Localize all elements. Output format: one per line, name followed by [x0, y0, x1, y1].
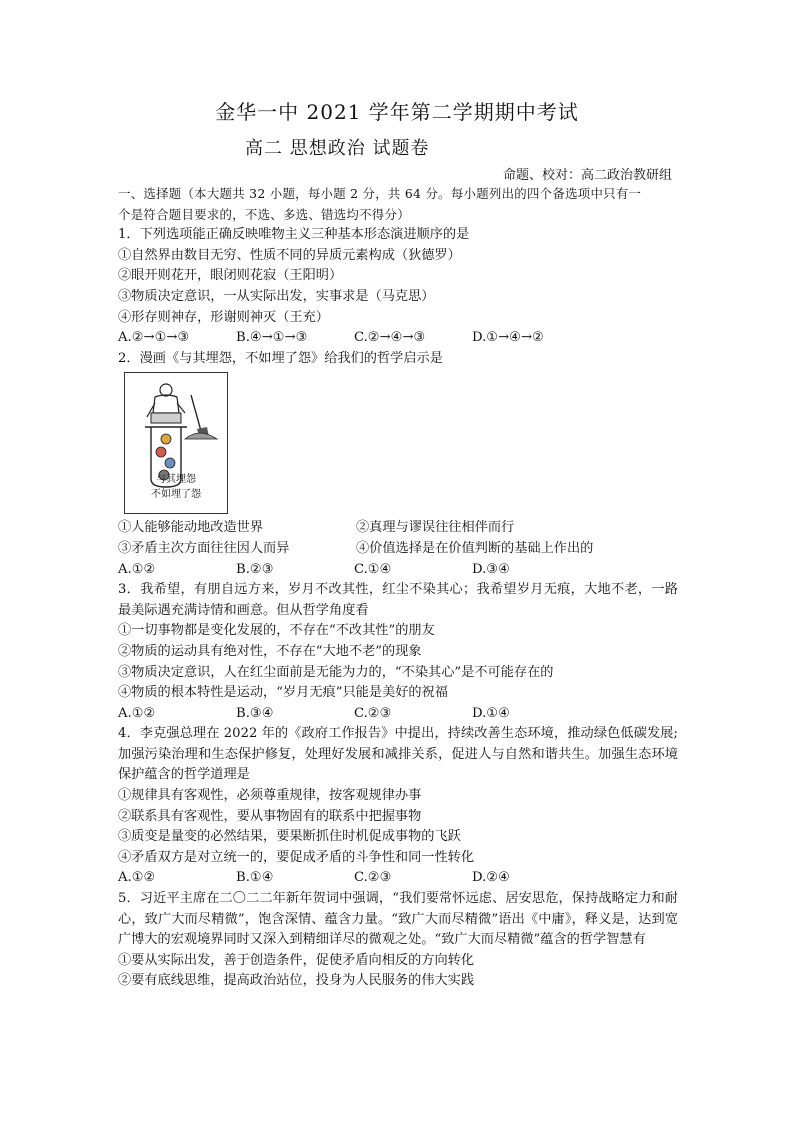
answer-options — [118, 868, 678, 889]
question-item: ②物质的运动具有绝对性，不存在“大地不老”的现象 — [118, 643, 422, 659]
question-item: ①规律具有客观性，必须尊重规律，按客观规律办事 — [118, 788, 422, 804]
items-row — [118, 518, 678, 539]
question-item: ③物质决定意识，一从实际出发，实事求是（马克思） — [118, 288, 435, 304]
items-row — [118, 539, 678, 560]
question-stem: 2．漫画《与其埋怨，不如埋了怨》给我们的哲学启示是 — [118, 350, 443, 366]
option-b: B.①④ — [236, 870, 274, 886]
option-a: A.①② — [118, 561, 156, 577]
question-1 — [118, 225, 678, 349]
answer-options — [118, 328, 678, 349]
question-stem: 3．我希望，有朋自远方来，岁月不改其性，红尘不染其心；我希望岁月无痕，大地不老，一路最美际遇充满诗情和画意。但从哲学角度看 — [118, 582, 678, 618]
question-stem: 4．李克强总理在 2022 年的《政府工作报告》中提出，持续改善生态环境，推动绿色低碳发展; 加强污染治理和生态保护修复，处理好发展和减排关系，促进人与自然和谐共生。加强生态环境保护蕴含的哲学道理是 — [118, 726, 678, 783]
cartoon-image — [124, 372, 228, 514]
question-item: ①自然界由数目无穷、性质不同的异质元素构成（狄德罗） — [118, 247, 461, 263]
question-item: ④矛盾双方是对立统一的，要促成矛盾的斗争性和同一性转化 — [118, 849, 475, 865]
section-heading-cont: 个是符合题目要求的，不选、多选、错选均不得分） — [118, 206, 410, 222]
option-a: A.②→①→③ — [118, 330, 190, 346]
question-item: ③质变是量变的必然结果，要果断抓住时机促成事物的飞跃 — [118, 829, 461, 845]
option-c: C.②③ — [354, 870, 392, 886]
option-c: C.②→④→③ — [354, 330, 426, 346]
question-item: ③矛盾主次方面往往因人而异 — [118, 540, 290, 556]
question-2 — [118, 349, 678, 580]
exam-content — [118, 184, 678, 992]
question-3 — [118, 580, 678, 724]
option-b: B.③④ — [236, 705, 274, 721]
question-stem: 5．习近平主席在二〇二二年新年贺词中强调，“我们要常怀远虑、居安思危，保持战略定力和耐心，致广大而尽精微”，饱含深情、蕴含力量。“致广大而尽精微”语出《中庸》，释义是，达到宽广博大的宏观境界同时又深入到精细详尽的微观之处。“致广大而尽精微”蕴含的哲学智慧有 — [118, 891, 678, 948]
option-a: A.①② — [118, 870, 156, 886]
answer-options — [118, 704, 678, 725]
option-c: C.②③ — [354, 705, 392, 721]
question-stem: 1．下列选项能正确反映唯物主义三种基本形态演进顺序的是 — [118, 227, 470, 243]
question-item: ④物质的根本特性是运动，“岁月无痕”只能是美好的祝福 — [118, 685, 448, 701]
question-item: ①人能够能动地改造世界 — [118, 520, 264, 536]
question-5 — [118, 889, 678, 992]
question-item: ④形存则神存，形谢则神灭（王充） — [118, 309, 329, 325]
option-d: D.①④ — [472, 705, 510, 721]
option-b: B.②③ — [236, 561, 274, 577]
exam-credit: 命题、校对：高二政治教研组 — [502, 168, 672, 183]
question-item: ④价值选择是在价值判断的基础上作出的 — [356, 540, 594, 556]
cartoon-caption-line1: 与其埋怨 — [156, 474, 196, 486]
option-b: B.④→①→③ — [236, 330, 308, 346]
option-c: C.①④ — [354, 561, 392, 577]
option-d: D.③④ — [472, 561, 510, 577]
question-4 — [118, 724, 678, 889]
question-item: ②眼开则花开，眼闭则花寂（王阳明） — [118, 268, 343, 284]
option-d: D.①→④→② — [472, 330, 544, 346]
question-item: ③物质决定意识，人在红尘面前是无能为力的，“不染其心”是不可能存在的 — [118, 664, 554, 680]
question-item: ②联系具有客观性，要从事物固有的联系中把握事物 — [118, 808, 422, 824]
cartoon-caption-line2: 不如埋了怨 — [151, 489, 201, 501]
option-d: D.②④ — [472, 870, 510, 886]
question-item: ①要从实际出发，善于创造条件，促使矛盾向相反的方向转化 — [118, 952, 475, 968]
question-item: ②要有底线思维，提高政治站位，投身为人民服务的伟大实践 — [118, 973, 475, 989]
option-a: A.①② — [118, 705, 156, 721]
answer-options — [118, 560, 678, 581]
question-item: ②真理与谬误往往相伴而行 — [356, 520, 515, 536]
exam-title: 金华一中 2021 学年第二学期期中考试 — [215, 100, 579, 124]
question-item: ①一切事物都是变化发展的，不存在“不改其性”的朋友 — [118, 623, 435, 639]
section-heading: 一、选择题（本大题共 32 小题，每小题 2 分，共 64 分。每小题列出的四个备选项中只有一 — [118, 186, 642, 201]
exam-subtitle: 高二 思想政治 试题卷 — [245, 138, 430, 159]
